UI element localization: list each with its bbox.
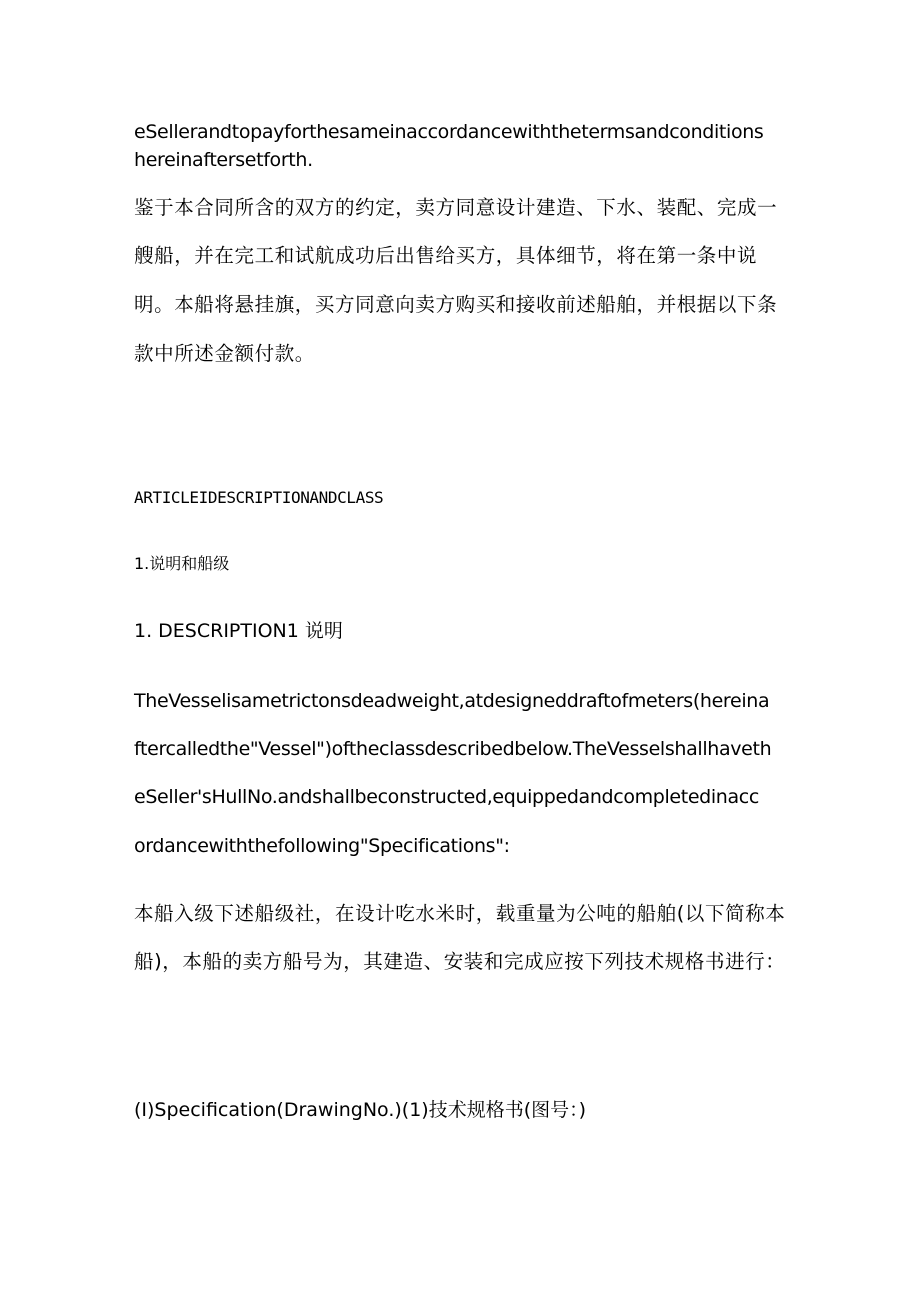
article-heading-zh: 1.说明和船级 (134, 554, 230, 573)
intro-zh-line-1: 鉴于本合同所含的双方的约定，卖方同意设计建造、下水、装配、完成一 (134, 196, 778, 219)
spec-item: (I)Specification(DrawingNo.)(1)技术规格书(图号：) (134, 1099, 587, 1121)
section-heading: 1. DESCRIPTION1 说明 (134, 620, 343, 642)
article-heading: ARTICLEIDESCRIPTIONANDCLASS (134, 488, 384, 507)
intro-en-line-1: eSellerandtopayforthesameinaccordancewiththetermsandconditions (134, 121, 764, 143)
intro-zh-line-4: 款中所述金额付款。 (134, 342, 315, 365)
vessel-en-line-4: ordancewiththefollowing"Specifications": (134, 835, 510, 857)
intro-zh-line-3: 明。本船将悬挂旗，买方同意向卖方购买和接收前述船舶，并根据以下条 (134, 293, 778, 316)
vessel-zh-line-1: 本船入级下述船级社，在设计吃水米时，载重量为公吨的船舶(以下简称本 (134, 902, 786, 925)
vessel-en-line-1: TheVesselisametrictonsdeadweight,atdesigneddraftofmeters(hereina (134, 690, 770, 712)
vessel-en-line-2: ftercalledthe"Vessel")oftheclassdescribedbelow.TheVesselshallhaveth (134, 738, 772, 760)
intro-en-line-2: hereinaftersetforth. (134, 149, 313, 171)
intro-zh-line-2: 艘船，并在完工和试航成功后出售给买方，具体细节，将在第一条中说 (134, 244, 758, 267)
vessel-en-line-3: eSeller'sHullNo.andshallbeconstructed,equippedandcompletedinacc (134, 786, 759, 808)
vessel-zh-line-2: 船)，本船的卖方船号为，其建造、安装和完成应按下列技术规格书进行： (134, 950, 786, 973)
